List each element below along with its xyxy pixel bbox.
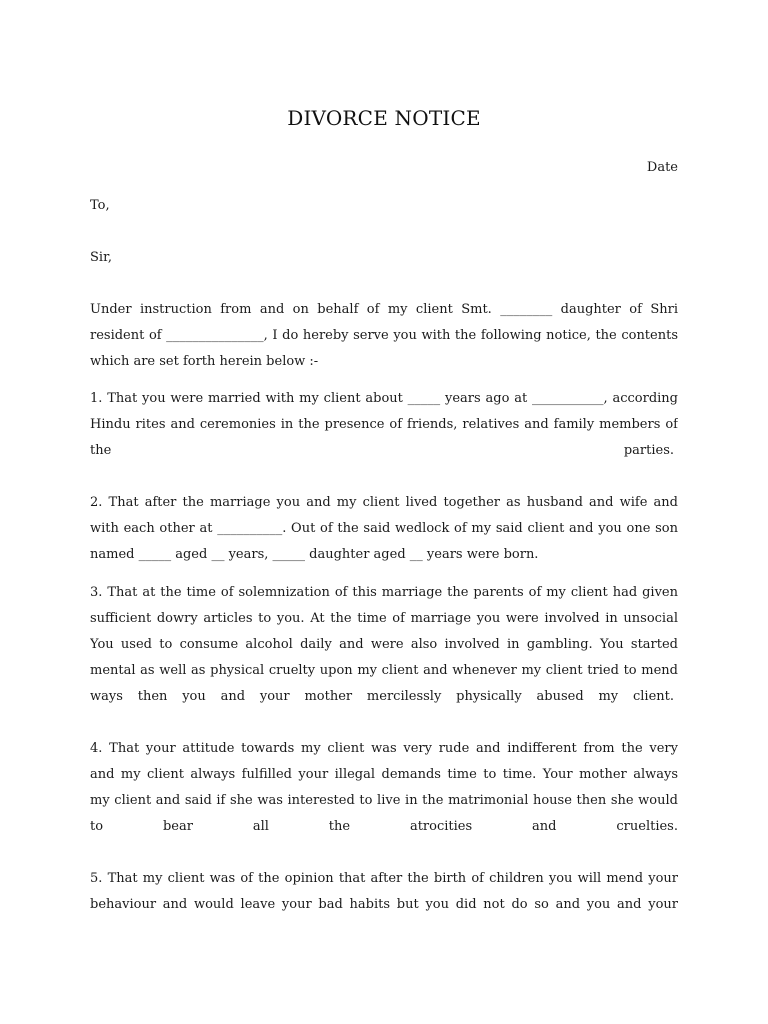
document-title: DIVORCE NOTICE <box>287 106 481 130</box>
intro-paragraph <box>90 297 678 375</box>
paragraph-line: and my client always fulfilled your illegal demands time to time. Your mother always <box>90 767 678 782</box>
salutation-block <box>90 245 678 271</box>
salutation: Sir, <box>90 250 112 265</box>
to-line <box>90 193 678 219</box>
paragraph-line: the parties. <box>90 443 674 458</box>
paragraph-line: mental as well as physical cruelty upon my client and whenever my client tried to mend <box>90 663 678 678</box>
paragraph-line: ways then you and your mother mercilessly physically abused my client. <box>90 689 674 704</box>
paragraph-line: 2. That after the marriage you and my client lived together as husband and wife and <box>90 495 678 510</box>
paragraph-line: sufficient dowry articles to you. At the time of marriage you were involved in unsocial <box>90 611 678 626</box>
paragraph-3 <box>90 580 678 710</box>
paragraph-4 <box>90 736 678 840</box>
to-label: To, <box>90 198 110 213</box>
paragraph-line: 3. That at the time of solemnization of this marriage the parents of my client had given <box>90 585 678 600</box>
paragraph-line: my client and said if she was interested to live in the matrimonial house then she would <box>90 793 678 808</box>
date-label: Date <box>646 160 678 175</box>
paragraph-line: 4. That your attitude towards my client was very rude and indifferent from the very <box>90 741 678 756</box>
paragraph-line: You used to consume alcohol daily and were also involved in gambling. You started <box>90 637 678 652</box>
paragraph-1 <box>90 386 678 464</box>
paragraph-line: Hindu rites and ceremonies in the presence of friends, relatives and family members of <box>90 417 678 432</box>
paragraph-line: 1. That you were married with my client about _____ years ago at ___________, according <box>90 391 678 406</box>
paragraph-line: named _____ aged __ years, _____ daughter aged __ years were born. <box>90 547 539 562</box>
paragraph-line: Under instruction from and on behalf of my client Smt. ________ daughter of Shri <box>90 302 678 317</box>
paragraph-2 <box>90 490 678 568</box>
paragraph-line: which are set forth herein below :- <box>90 354 319 369</box>
paragraph-5 <box>90 866 678 918</box>
paragraph-line: behaviour and would leave your bad habits but you did not do so and you and your <box>90 897 678 912</box>
paragraph-line: 5. That my client was of the opinion that after the birth of children you will mend your <box>90 871 678 886</box>
paragraph-line: resident of _______________, I do hereby serve you with the following notice, the contents <box>90 328 678 343</box>
paragraph-line: with each other at __________. Out of the said wedlock of my said client and you one son <box>90 521 678 536</box>
paragraph-line: to bear all the atrocities and cruelties. <box>90 819 678 834</box>
